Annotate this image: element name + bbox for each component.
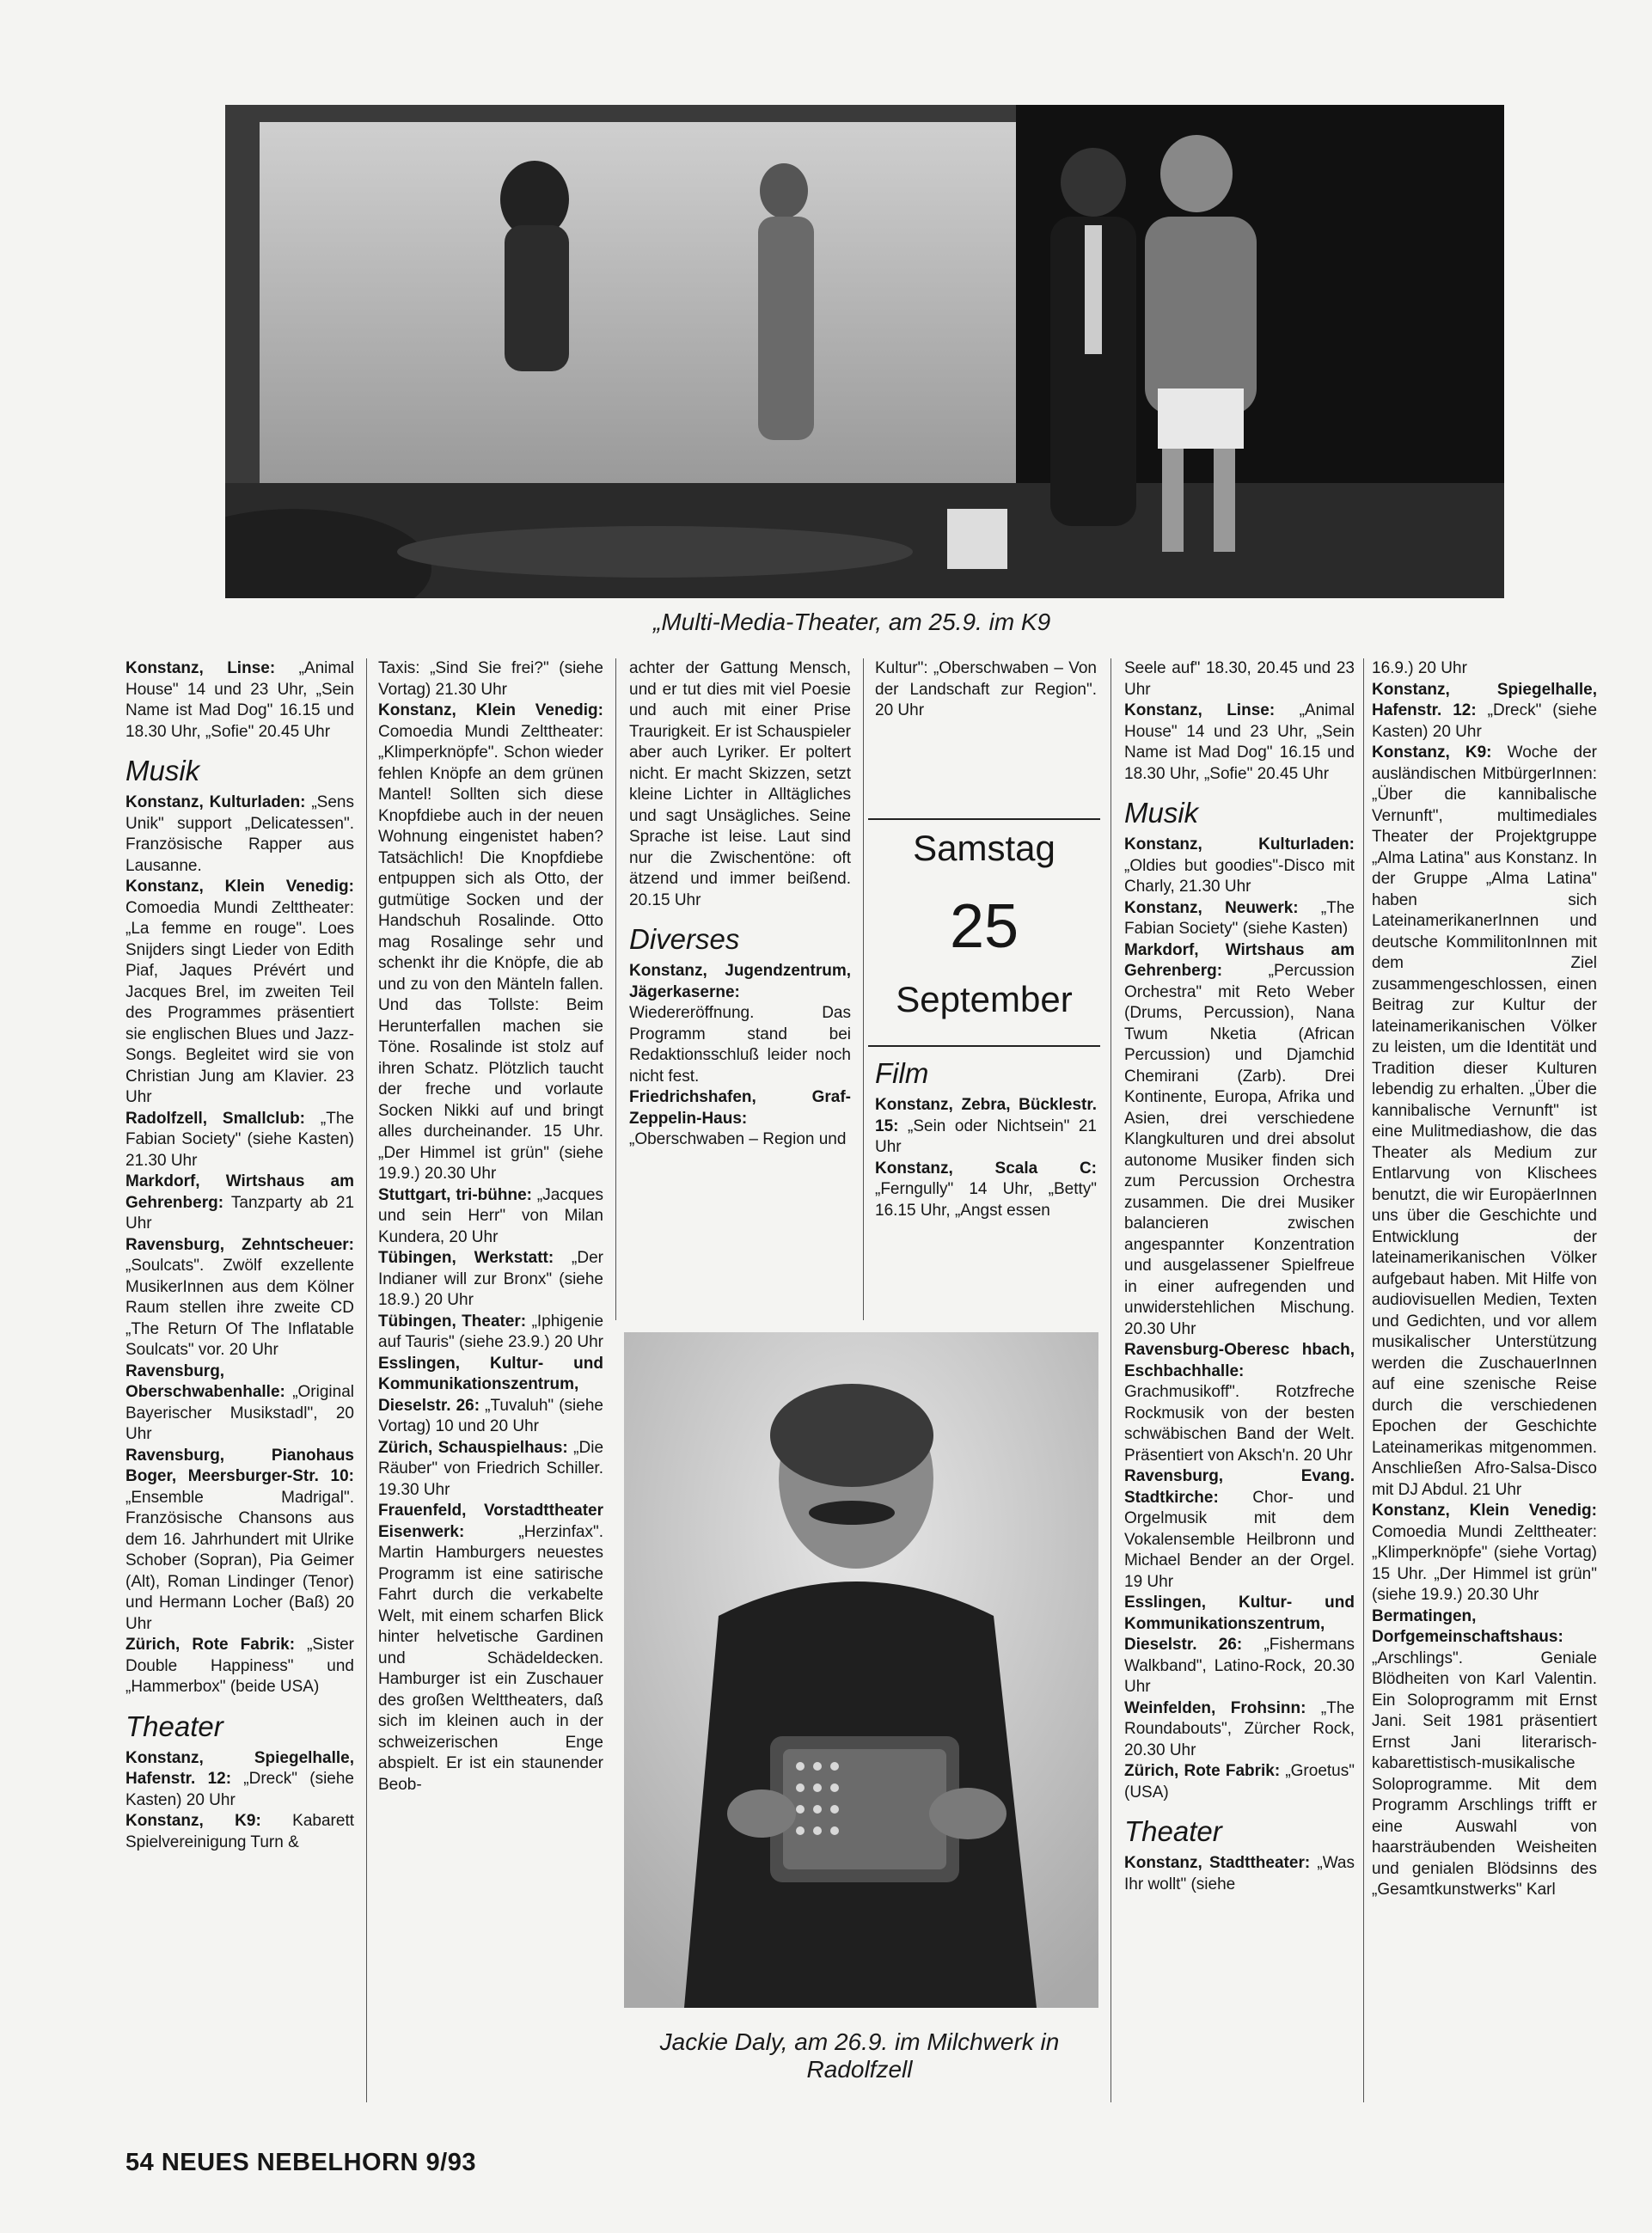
listing-entry <box>125 1172 354 1235</box>
venue-name: Konstanz, K9: <box>125 1812 261 1830</box>
column-1 <box>125 658 354 2111</box>
column-4-top <box>875 658 1097 796</box>
venue-name: Friedrichshafen, Graf-Zeppelin-Haus: <box>629 1088 851 1128</box>
venue-name: Konstanz, Klein Venedig: <box>1372 1502 1597 1520</box>
venue-name: Konstanz, Jugendzentrum, Jägerkaserne: <box>629 962 851 1001</box>
venue-name: Konstanz, Linse: <box>1124 701 1276 719</box>
listing-entry <box>125 792 354 877</box>
column-divider <box>863 658 864 1320</box>
event-text: „Animal House" 14 und 23 Uhr, „Sein Name ist Mad Dog" 16.15 und 18.30 Uhr, „Sofie" 20.45 Uhr <box>125 659 354 741</box>
musician-photo <box>624 1332 1098 2008</box>
column-3 <box>629 658 851 1320</box>
listing-entry <box>125 1361 354 1446</box>
listing-entry <box>1372 1501 1597 1606</box>
event-text: „Die Räuber" von Friedrich Schiller. 19.30 Uhr <box>378 1438 603 1499</box>
event-text: „Original Bayerischer Musikstadl", 20 Uhr <box>125 1383 354 1443</box>
listing-entry <box>1124 700 1355 785</box>
listing-entry <box>1124 1698 1355 1762</box>
event-text: Wiedereröffnung. Das Programm stand bei Redaktionsschluß leider noch nicht fest. <box>629 1004 851 1086</box>
event-text: „Percussion Orchestra" mit Reto Weber (Drums, Percussion), Nana Twum Nketia (African Percussion) und Djamchid Chemirani (Zarb). Drei Kontinente, Europa, Afrika und Asien, drei verschiedene Klangkulturen und drei absolut autonome Musiker finden sich zum Percussion Orchestra zusammen. Die drei Musiker balancieren zwischen angespannter Konzentration und ausgelassener Spielfreue in einer aufregenden und unwiderstehlichen Mischung. 20.30 Uhr <box>1124 962 1355 1338</box>
musician-photo-image <box>624 1332 1098 2008</box>
listing-entry <box>875 1095 1097 1159</box>
venue-name: Zürich, Schauspielhaus: <box>378 1438 568 1457</box>
listing-entry <box>378 1248 603 1312</box>
section-heading-diverses: Diverses <box>629 923 740 955</box>
venue-name: Markdorf, Wirtshaus am Gehrenberg: <box>125 1172 354 1212</box>
venue-name: Konstanz, Spiegelhalle, Hafenstr. 12: <box>1372 680 1597 719</box>
event-text: Seele auf" 18.30, 20.45 und 23 Uhr <box>1124 659 1355 699</box>
event-text: Comoedia Mundi Zelttheater: „Klimperknöpfe". Schon wieder fehlen Knöpfe an dem grünen Mantel! Sollten sich diese Knopfdiebe auch in der neuen Wohnung eingenistet haben? Tatsächlich! Die Knopfdiebe entpuppen sich als Otto, der gutmütige Socken und der Handschuh Rosalinde. Otto mag Rosalinge sehr und schenkt ihr die Knöpfe, die ab und zu von den Mänteln fallen. Und das Tollste: Beim Herunterfallen machen sie Töne. Rosalinde ist stolz auf ihren Schatz. Plötzlich taucht der freche und vorlaute Socken Nikki auf und bringt alles durcheinander. 15 Uhr. „Der Himmel ist grün" (siehe 19.9.) 20.30 Uhr <box>378 722 603 1183</box>
event-text: Kabarett Spielvereinigung Turn & <box>125 1812 354 1851</box>
venue-name: Konstanz, Kulturladen: <box>1124 835 1355 853</box>
listing-entry <box>1124 1593 1355 1698</box>
column-6 <box>1372 658 1597 2111</box>
listing-entry <box>378 1354 603 1438</box>
venue-name: Konstanz, Klein Venedig: <box>125 878 354 896</box>
listing-entry <box>378 1312 603 1354</box>
event-text: „Tuvaluh" (siehe Vortag) 10 und 20 Uhr <box>378 1396 603 1435</box>
listing-entry <box>629 1087 851 1151</box>
event-text: „Ensemble Madrigal". Französische Chansons aus dem 16. Jahrhundert mit Ulrike Schober (Sopran), Pia Geimer (Alt), Roman Lindinger (Tenor) und Hermann Locher (Baß) 20 Uhr <box>125 1488 354 1633</box>
listing-entry <box>125 1235 354 1361</box>
event-text: „Fishermans Walkband", Latino-Rock, 20.30 Uhr <box>1124 1636 1355 1696</box>
listing-entry <box>875 658 1097 722</box>
venue-name: Esslingen, Kultur- und Kommunikationszentrum, Dieselstr. 26: <box>1124 1594 1355 1654</box>
venue-name: Ravensburg, Zehntscheuer: <box>125 1235 354 1254</box>
event-text: „Ferngully" 14 Uhr, „Betty" 16.15 Uhr, „Angst essen <box>875 1180 1097 1220</box>
listing-entry <box>1124 658 1355 700</box>
column-2 <box>378 658 603 2111</box>
column-5 <box>1124 658 1355 2111</box>
event-text: „The Roundabouts", Zürcher Rock, 20.30 Uhr <box>1124 1698 1355 1759</box>
event-text: „Was Ihr wollt" (siehe <box>1124 1854 1355 1893</box>
event-text: „Dreck" (siehe Kasten) 20 Uhr <box>1372 701 1597 741</box>
venue-name: Zürich, Rote Fabrik: <box>1124 1762 1281 1780</box>
event-text: „Sein oder Nichtsein" 21 Uhr <box>875 1116 1097 1156</box>
listing-entry <box>629 658 851 911</box>
listing-entry <box>1372 680 1597 743</box>
listing-entry <box>1372 743 1597 1501</box>
venue-name: Bermatingen, Dorfgemeinschaftshaus: <box>1372 1606 1563 1646</box>
listing-entry <box>378 700 603 1185</box>
listing-entry <box>125 1748 354 1812</box>
listing-entry <box>378 1185 603 1249</box>
section-heading-theater: Theater <box>125 1710 223 1742</box>
venue-name: Konstanz, Neuwerk: <box>1124 898 1299 917</box>
event-text: „Herzinfax". Martin Hamburgers neuestes Programm ist eine satirische Fahrt durch die verkabelte Welt, mit einem scharfen Blick hinter helvetische Gardinen und Schädeldecken. Hamburger ist ein Zuschauer des großen Welttheaters, daß sich im kleinen auch in der schweizerischen Enge abspielt. Er ist ein staunender Beob- <box>378 1522 603 1794</box>
section-heading-theater: Theater <box>1124 1815 1222 1847</box>
event-text: „Groetus" (USA) <box>1124 1762 1355 1802</box>
listing-entry <box>1124 835 1355 898</box>
venue-name: Konstanz, Zebra, Bücklestr. 15: <box>875 1096 1097 1135</box>
listing-entry <box>1124 898 1355 940</box>
event-text: „Dreck" (siehe Kasten) 20 Uhr <box>125 1770 354 1809</box>
column-divider <box>615 658 616 1320</box>
listing-entry <box>125 1109 354 1172</box>
venue-name: Markdorf, Wirtshaus am Gehrenberg: <box>1124 940 1355 980</box>
venue-name: Frauenfeld, Vorstadttheater Eisenwerk: <box>378 1502 603 1541</box>
venue-name: Konstanz, K9: <box>1372 743 1492 762</box>
listing-entry <box>125 1635 354 1698</box>
date-day: 25 <box>949 892 1019 961</box>
column-divider <box>366 658 367 2102</box>
event-text: Comoedia Mundi Zelttheater: „Klimperknöpfe" (siehe Vortag) 15 Uhr. „Der Himmel ist grün" (siehe 19.9.) 20.30 Uhr <box>1372 1522 1597 1604</box>
listing-entry <box>1124 1466 1355 1593</box>
date-weekday: Samstag <box>913 828 1055 868</box>
event-text: Comoedia Mundi Zelttheater: „La femme en rouge". Loes Snijders singt Lieder von Edith Piaf, Jaques Prévért und Jacques Brel, im zweiten Teil des Programmes präsentiert sie englischen Blues und Jazz-Songs. Begleitet wird sie von Christian Jung am Klavier. 23 Uhr <box>125 898 354 1106</box>
venue-name: Tübingen, Werkstatt: <box>378 1249 554 1267</box>
event-text: „Sens Unik" support „Delicatessen". Französische Rapper aus Lausanne. <box>125 793 354 875</box>
listing-entry <box>125 877 354 1109</box>
venue-name: Stuttgart, tri-bühne: <box>378 1185 532 1204</box>
venue-name: Ravensburg, Pianohaus Boger, Meersburger-Str. 10: <box>125 1446 354 1485</box>
page-footer: 54 NEUES NEBELHORN 9/93 <box>125 2149 476 2176</box>
listing-entry <box>1124 1761 1355 1803</box>
listing-entry <box>875 1159 1097 1222</box>
theater-photo <box>225 105 1504 598</box>
venue-name: Tübingen, Theater: <box>378 1312 527 1331</box>
event-text: „The Fabian Society" (siehe Kasten) 21.30 Uhr <box>125 1109 354 1170</box>
event-text: „Oberschwaben – Region und <box>629 1130 847 1148</box>
listing-entry <box>378 1438 603 1502</box>
event-text: „Der Indianer will zur Bronx" (siehe 18.9.) 20 Uhr <box>378 1249 603 1309</box>
listing-entry <box>1124 1853 1355 1895</box>
listing-entry <box>125 1811 354 1853</box>
column-divider <box>1363 658 1364 2102</box>
event-text: „Arschlings". Geniale Blödheiten von Karl Valentin. Ein Soloprogramm mit Ernst Jani. Seit 1981 präsentiert Ernst Jani literarisch-kabarettistisch-musikalische Soloprogramme. Mit dem Programm Arschlings trifft er eine Auswahl von haarsträubenden Weisheiten und genialen Blödsinns des „Gesamtkunstwerks" Karl <box>1372 1649 1597 1899</box>
listing-entry <box>378 1501 603 1796</box>
date-box <box>868 818 1100 1047</box>
section-heading-film: Film <box>875 1057 929 1089</box>
event-text: Grachmusikoff". Rotzfreche Rockmusik von der besten schwäbischen Band der Welt. Präsentiert von Aksch'n. 20 Uhr <box>1124 1383 1355 1465</box>
venue-name: Ravensburg-Oberesc hbach, Eschbachhalle: <box>1124 1341 1355 1380</box>
event-text: Woche der ausländischen MitbürgerInnen: „Über die kannibalische Vernunft", multimediales Theater der Projektgruppe „Alma Latina" aus Konstanz. In der Gruppe „Alma Latina" haben sich LateinamerikanerInnen und deutsche KommilitonInnen mit dem Ziel zusammengeschlossen, einen Beitrag zur Kultur der lateinamerikanischen Völker zu leisten, um die Identität und Tradition dieser Kulturen lebendig zu erhalten. „Über die kannibalische Vernunft" ist eine Mulitmediashow, die das Theater als Medium zur Entlarvung von Klischees benutzt, die wir EuropäerInnen uns über die Geschichte und Entwicklung der lateinamerikanischen Völker aufgebaut haben. Mit Hilfe von audiovisuellen Medien, Texten und Gedichten, und vor allem musikalischer Unterstützung werden die ZuschauerInnen auf eine szenische Reise durch die verschiedenen Epochen der Geschichte Lateinamerikas mitgenommen. Anschließen Afro-Salsa-Disco mit DJ Abdul. 21 Uhr <box>1372 743 1597 1499</box>
event-text: achter der Gattung Mensch, und er tut dies mit viel Poesie und auch mit einer Prise Traurigkeit. Er ist Schauspieler aber auch Lyriker. Er poltert nicht. Er macht Skizzen, setzt kleine Lichter in Alltägliches und sagt Unsägliches. Seine Sprache ist leise. Laut sind nur die Zwischentöne: oft ätzend und immer beißend. 20.15 Uhr <box>629 659 851 909</box>
listing-entry <box>1372 658 1597 680</box>
event-text: „Soulcats". Zwölf exzellente MusikerInnen aus dem Kölner Raum stellen ihre zweite CD „The Return Of The Inflatable Soulcats" vor. 20 Uhr <box>125 1257 354 1359</box>
event-text: „Oldies but goodies"-Disco mit Charly, 21.30 Uhr <box>1124 856 1355 896</box>
venue-name: Konstanz, Kulturladen: <box>125 793 306 811</box>
column-4-bottom <box>875 1057 1097 1263</box>
venue-name: Konstanz, Stadttheater: <box>1124 1854 1311 1872</box>
theater-photo-image <box>225 105 1504 598</box>
listing-entry <box>125 1446 354 1636</box>
listing-entry <box>125 658 354 743</box>
listing-entry <box>1124 1340 1355 1466</box>
venue-name: Konstanz, Linse: <box>125 659 276 677</box>
venue-name: Ravensburg, Oberschwabenhalle: <box>125 1361 285 1401</box>
listing-entry <box>378 658 603 700</box>
event-text: „Sister Double Happiness" und „Hammerbox" (beide USA) <box>125 1636 354 1696</box>
listing-entry <box>1124 940 1355 1341</box>
venue-name: Weinfelden, Frohsinn: <box>1124 1698 1306 1717</box>
event-text: Tanzparty ab 21 Uhr <box>125 1193 354 1233</box>
event-text: „Jacques und sein Herr" von Milan Kundera, 20 Uhr <box>378 1185 603 1246</box>
venue-name: Esslingen, Kultur- und Kommunikationszentrum, Dieselstr. 26: <box>378 1354 603 1415</box>
section-heading-musik: Musik <box>125 755 200 786</box>
event-text: „The Fabian Society" (siehe Kasten) <box>1124 898 1355 938</box>
venue-name: Radolfzell, Smallclub: <box>125 1109 305 1128</box>
bottom-photo-caption: Jackie Daly, am 26.9. im Milchwerk in Radolfzell <box>659 2028 1060 2083</box>
event-text: Taxis: „Sind Sie frei?" (siehe Vortag) 21.30 Uhr <box>378 659 603 699</box>
event-text: „Animal House" 14 und 23 Uhr, „Sein Name ist Mad Dog" 16.15 und 18.30 Uhr, „Sofie" 20.45 Uhr <box>1124 701 1355 783</box>
venue-name: Zürich, Rote Fabrik: <box>125 1636 296 1654</box>
venue-name: Ravensburg, Evang. Stadtkirche: <box>1124 1467 1355 1507</box>
event-text: Kultur": „Oberschwaben – Von der Landschaft zur Region". 20 Uhr <box>875 659 1097 719</box>
venue-name: Konstanz, Klein Venedig: <box>378 701 603 719</box>
venue-name: Konstanz, Scala C: <box>875 1159 1097 1178</box>
listing-entry <box>629 961 851 1087</box>
top-photo-caption: „Multi-Media-Theater, am 25.9. im K9 <box>653 609 1051 635</box>
event-text: „Iphigenie auf Tauris" (siehe 23.9.) 20 Uhr <box>378 1312 603 1351</box>
event-text: Chor- und Orgelmusik mit dem Vokalensemble Heilbronn und Michael Bender an der Orgel. 19 Uhr <box>1124 1488 1355 1591</box>
date-month: September <box>896 979 1073 1019</box>
venue-name: Konstanz, Spiegelhalle, Hafenstr. 12: <box>125 1748 354 1788</box>
section-heading-musik: Musik <box>1124 797 1199 829</box>
listing-entry <box>1372 1606 1597 1901</box>
event-text: 16.9.) 20 Uhr <box>1372 659 1467 677</box>
